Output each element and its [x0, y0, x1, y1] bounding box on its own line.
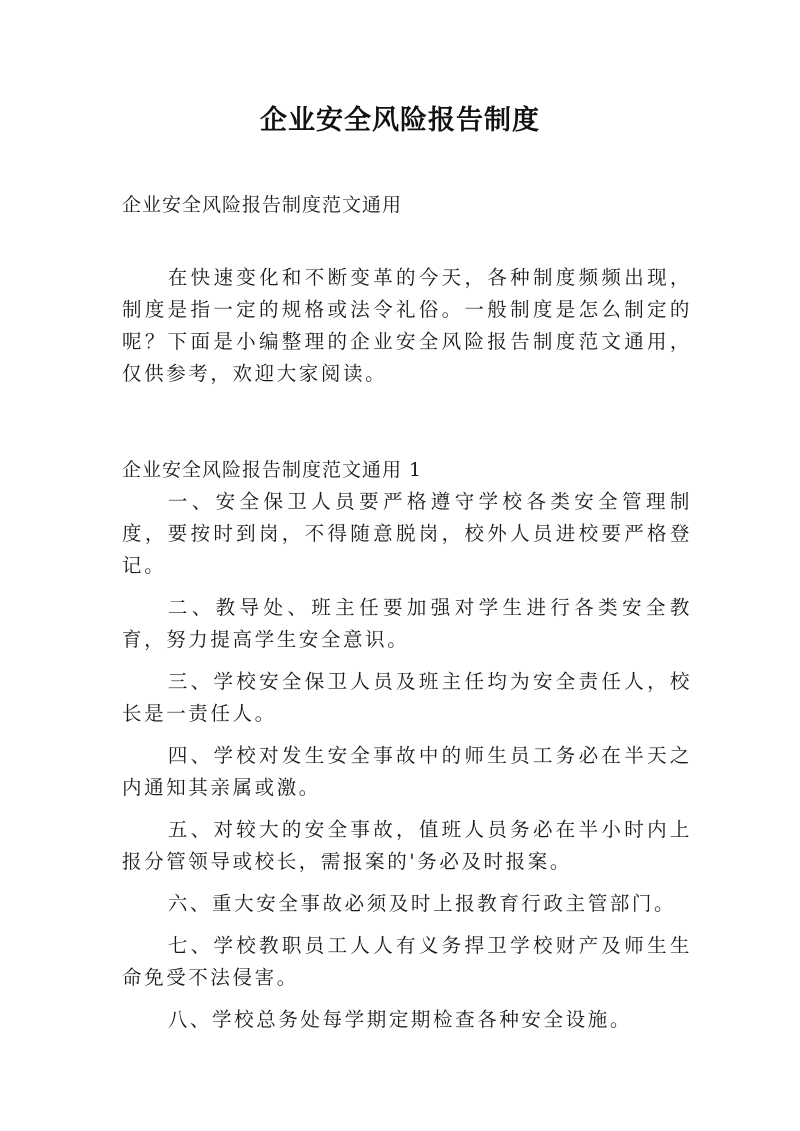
- rule-item-4: 四、学校对发生安全事故中的师生员工务必在半天之内通知其亲属或激。: [122, 744, 692, 799]
- rule-item-1: 一、安全保卫人员要严格遵守学校各类安全管理制度，要按时到岗，不得随意脱岗，校外人员进校要严格登记。: [122, 490, 692, 577]
- rule-item-3: 三、学校安全保卫人员及班主任均为安全责任人，校长是一责任人。: [122, 670, 692, 725]
- rule-item-5: 五、对较大的安全事故，值班人员务必在半小时内上报分管领导或校长，需报案的'务必及时报案。: [122, 818, 692, 873]
- section-heading: 企业安全风险报告制度范文通用 1: [122, 459, 423, 481]
- intro-paragraph: 在快速变化和不断变革的今天，各种制度频频出现，制度是指一定的规格或法令礼俗。一般制度是怎么制定的呢？下面是小编整理的企业安全风险报告制度范文通用，仅供参考，欢迎大家阅读。: [122, 266, 692, 385]
- document-subtitle: 企业安全风险报告制度范文通用: [122, 194, 403, 216]
- rule-item-6: 六、重大安全事故必须及时上报教育行政主管部门。: [167, 892, 677, 915]
- rule-item-7: 七、学校教职员工人人有义务捍卫学校财产及师生生命免受不法侵害。: [122, 934, 692, 989]
- rule-item-2: 二、教导处、班主任要加强对学生进行各类安全教育，努力提高学生安全意识。: [122, 596, 692, 651]
- rules-list: [122, 486, 692, 1046]
- rule-item-8: 八、学校总务处每学期定期检查各种安全设施。: [167, 1008, 632, 1031]
- document-title: 企业安全风险报告制度: [260, 105, 540, 136]
